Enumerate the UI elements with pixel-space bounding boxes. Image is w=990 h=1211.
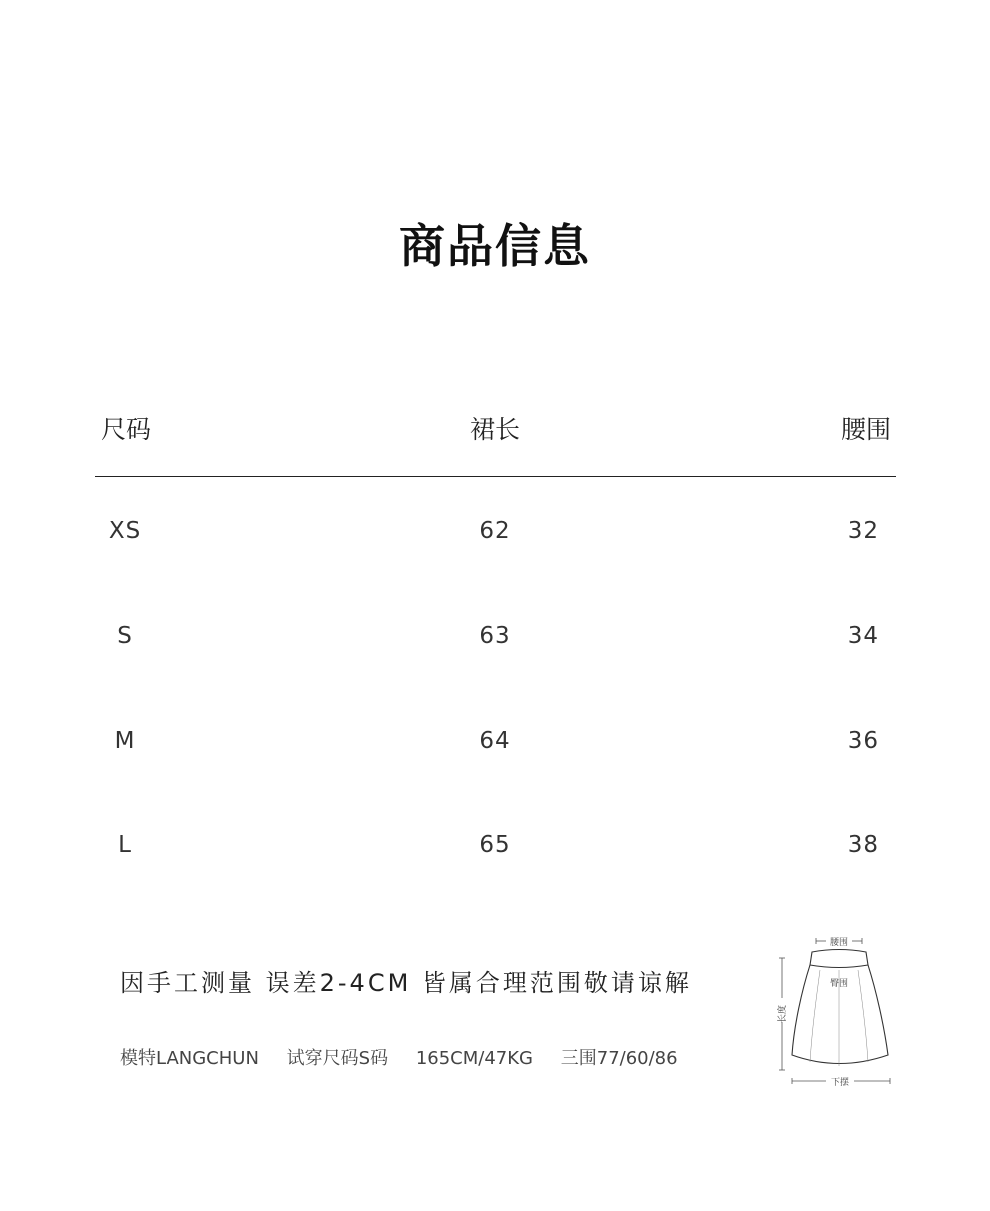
page-title: 商品信息 [399,219,591,273]
cell-size: M [114,728,136,754]
model-height-weight: 165CM/47KG [415,1048,534,1069]
cell-size: S [117,623,133,649]
model-info [120,1044,678,1070]
hip-label: 臀围 [829,979,849,989]
skirt-diagram [772,930,902,1095]
cell-waist: 38 [847,832,879,858]
measurement-note: 因手工测量 误差2-4CM 皆属合理范围敬请谅解 [120,969,692,997]
cell-length: 64 [479,728,511,754]
cell-waist: 36 [847,728,879,754]
cell-size: XS [108,518,142,544]
length-label: 长度 [778,1004,788,1024]
header-divider [95,476,896,477]
skirt-outline [792,950,888,1067]
cell-length: 65 [479,832,511,858]
table-row [95,518,895,558]
table-row [95,832,895,872]
model-trial-size: 试穿尺码S码 [286,1048,389,1069]
header-waist: 腰围 [840,415,891,444]
cell-length: 63 [479,623,511,649]
table-row [95,728,895,768]
waist-label: 腰围 [829,938,849,948]
cell-size: L [118,832,132,858]
cell-waist: 32 [847,518,879,544]
header-size: 尺码 [101,415,152,444]
table-header [95,410,895,454]
cell-waist: 34 [847,623,879,649]
hem-label: 下摆 [830,1078,850,1088]
table-row [95,623,895,663]
cell-length: 62 [479,518,511,544]
model-measurements: 三围77/60/86 [560,1048,678,1069]
model-name: 模特LANGCHUN [120,1048,259,1069]
header-length: 裙长 [469,415,521,444]
